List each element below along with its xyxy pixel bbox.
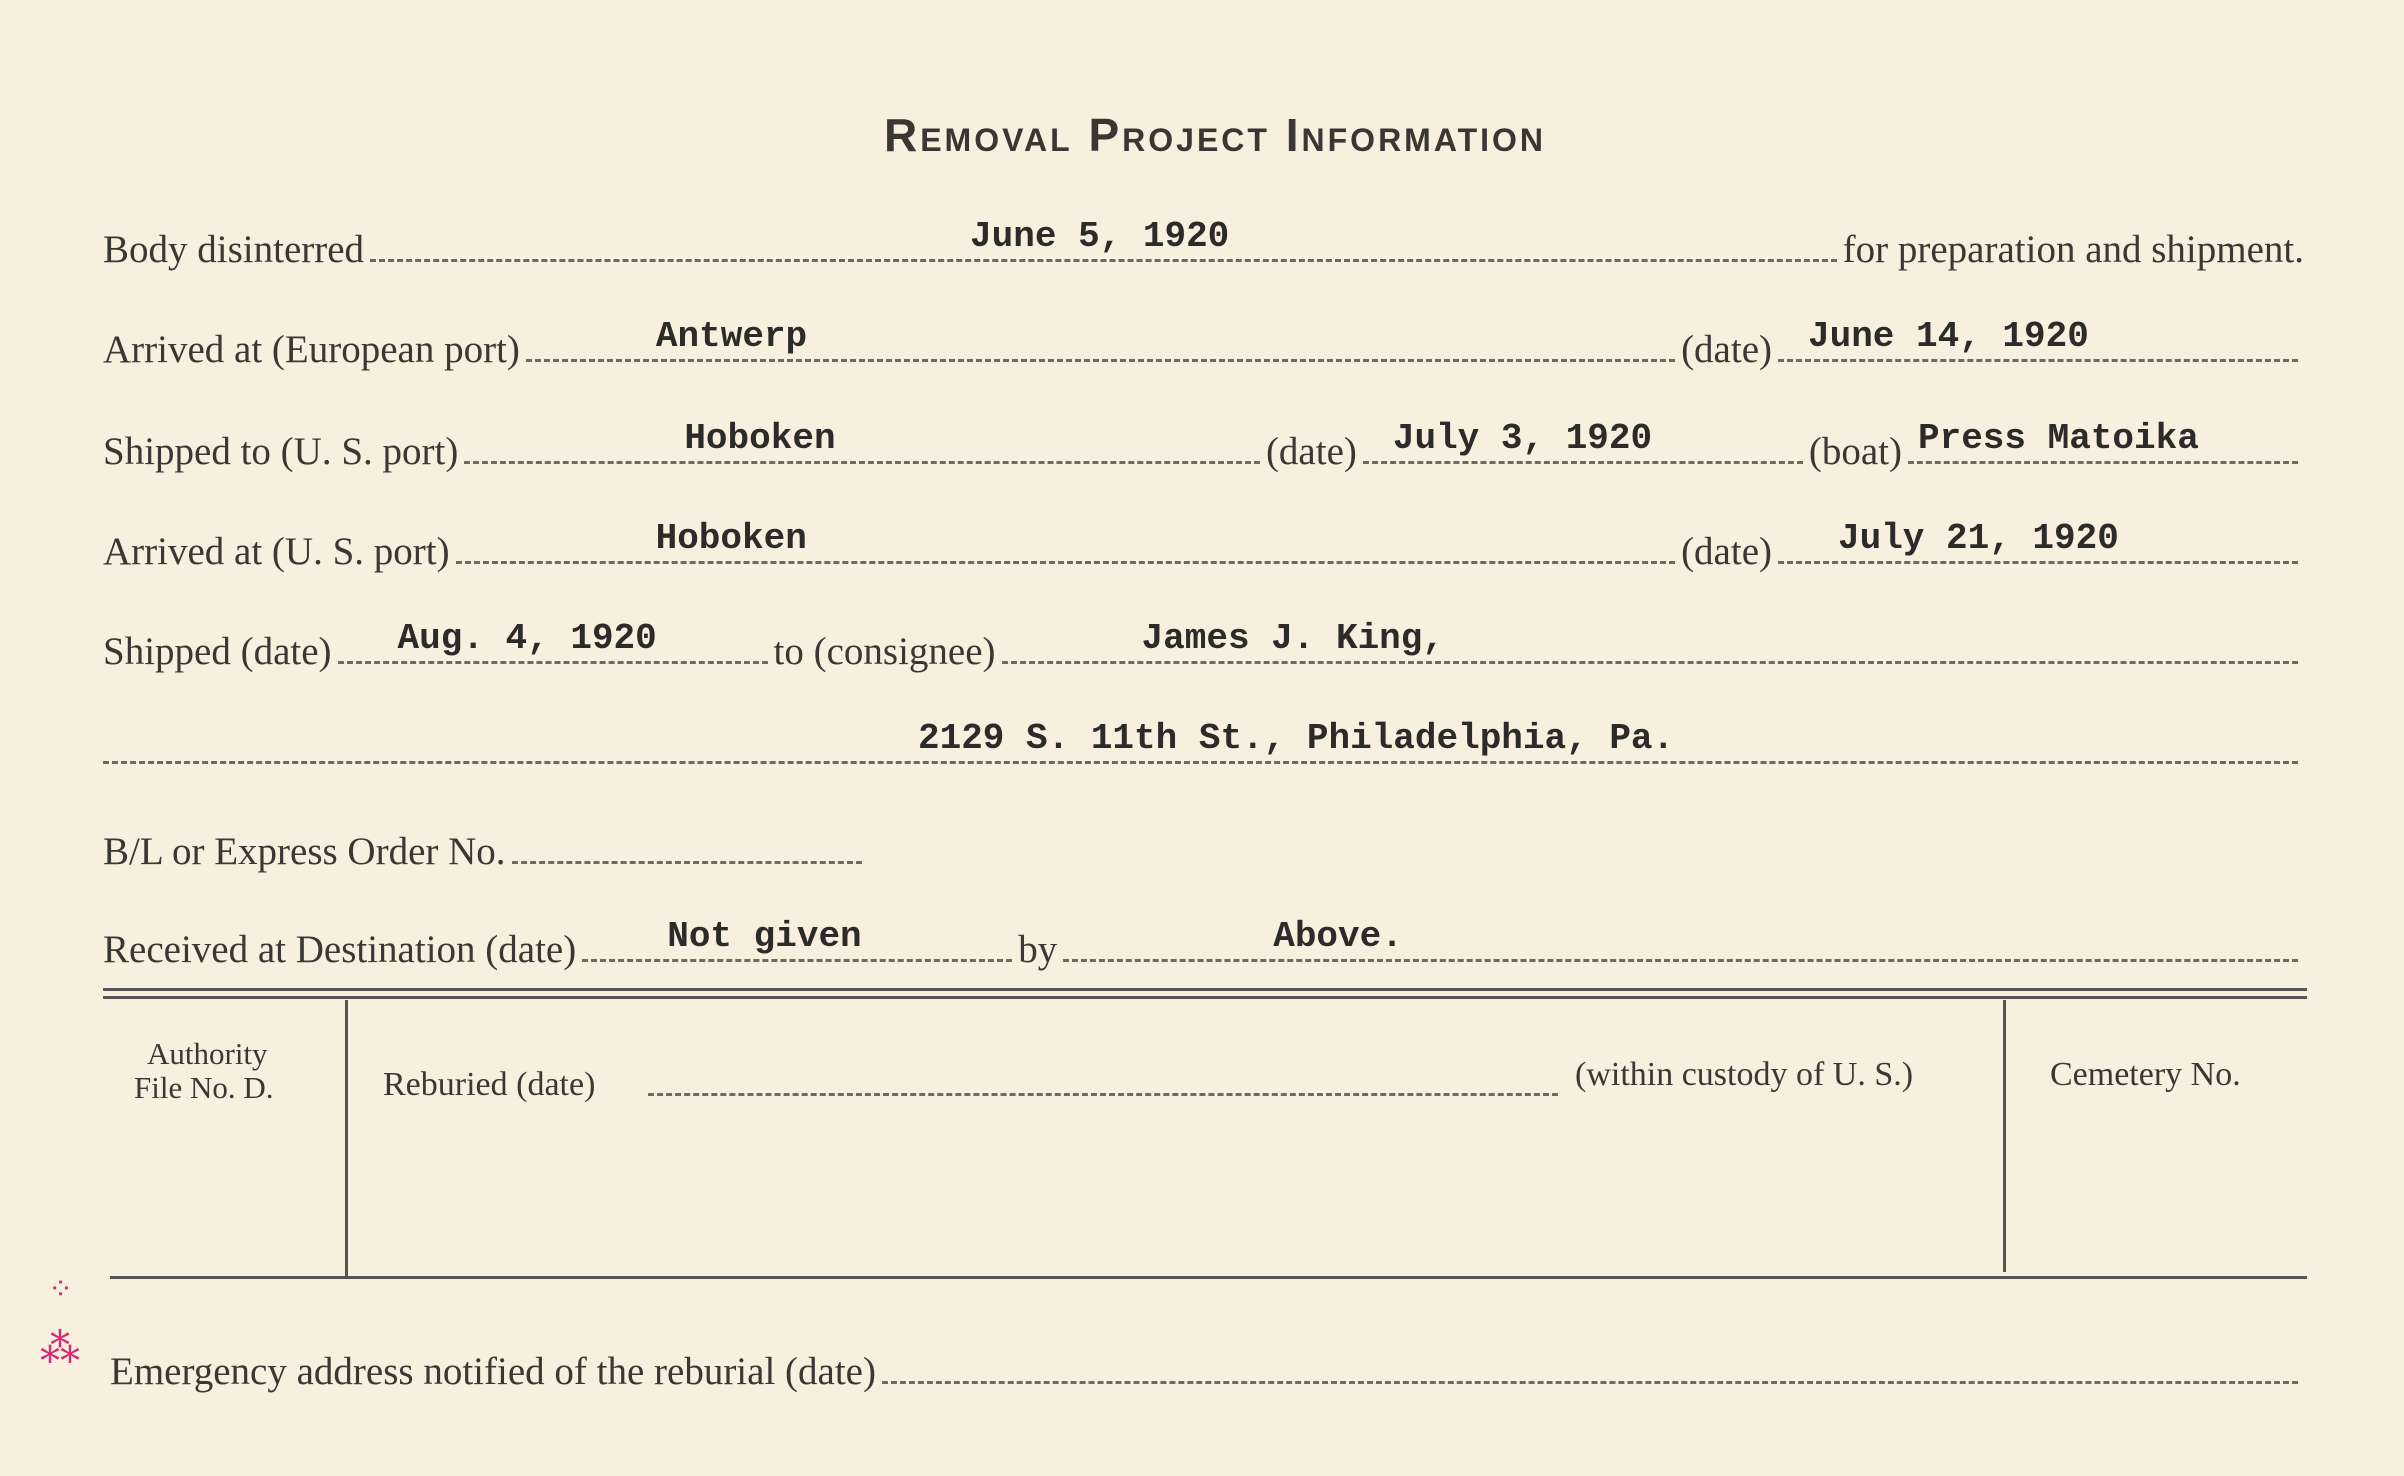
value-us-port-shipped: Hoboken — [684, 418, 836, 459]
label-reburied: Reburied (date) — [383, 1066, 596, 1103]
label-consignee: to (consignee) — [773, 630, 996, 673]
label-custody: (within custody of U. S.) — [1575, 1056, 1914, 1093]
field-us-port-arrived[interactable] — [456, 499, 1675, 564]
field-body-disinterred[interactable] — [370, 197, 1837, 262]
label-shipped-date: Shipped (date) — [103, 630, 332, 673]
field-reburied[interactable] — [648, 1093, 1558, 1096]
row-arrived-us — [103, 512, 2304, 574]
card-title — [0, 108, 2404, 162]
value-date-arrived-us: July 21, 1920 — [1838, 518, 2119, 559]
label-emergency: Emergency address notified of the reburial (date) — [110, 1350, 876, 1393]
value-consignee: James J. King, — [1141, 618, 1444, 659]
value-date-european: June 14, 1920 — [1808, 316, 2089, 357]
label-preparation-shipment: for preparation and shipment. — [1842, 228, 2304, 271]
row-consignee-address — [103, 712, 2304, 774]
label-by: by — [1018, 928, 1058, 971]
label-body-disinterred: Body disinterred — [103, 228, 365, 271]
card-title-text: Removal Project Information — [883, 109, 1547, 161]
divider-top-2 — [103, 996, 2307, 999]
label-received: Received at Destination (date) — [103, 928, 577, 971]
label-file-no: File No. D. — [134, 1070, 274, 1105]
row-shipped-us — [103, 412, 2304, 474]
label-cemetery: Cemetery No. — [2050, 1056, 2241, 1093]
value-shipped-date: Aug. 4, 1920 — [397, 618, 657, 659]
field-by[interactable] — [1063, 897, 2298, 962]
divider-authority — [345, 1000, 348, 1278]
value-body-disinterred: June 5, 1920 — [970, 216, 1230, 257]
field-shipped-date[interactable] — [338, 599, 768, 664]
field-consignee[interactable] — [1002, 599, 2298, 664]
ink-mark: ⁘ — [48, 1273, 74, 1306]
divider-top-1 — [103, 988, 2307, 991]
value-date-shipped: July 3, 1920 — [1392, 418, 1653, 459]
field-date-arrived-us[interactable] — [1778, 499, 2298, 564]
field-boat[interactable] — [1908, 399, 2298, 464]
label-date-shipped: (date) — [1265, 430, 1357, 473]
value-boat: Press Matoika — [1918, 418, 2199, 459]
row-bl-order — [103, 812, 2304, 874]
row-received — [103, 910, 2304, 972]
row-body-disinterred — [103, 210, 2304, 272]
row-emergency — [110, 1332, 2304, 1394]
label-bl-order: B/L or Express Order No. — [103, 830, 506, 873]
value-european-port: Antwerp — [655, 316, 808, 357]
label-arrived-us: Arrived at (U. S. port) — [103, 530, 450, 573]
field-consignee-address[interactable] — [103, 699, 2298, 764]
field-date-european[interactable] — [1778, 297, 2298, 362]
row-arrived-european — [103, 310, 2304, 372]
field-bl-order[interactable] — [512, 799, 862, 864]
label-shipped-us: Shipped to (U. S. port) — [103, 430, 459, 473]
label-date-european: (date) — [1681, 328, 1772, 371]
field-emergency-date[interactable] — [882, 1319, 2298, 1384]
row-shipped-consignee — [103, 612, 2304, 674]
value-consignee-address: 2129 S. 11th St., Philadelphia, Pa. — [918, 718, 1675, 759]
divider-bottom — [110, 1276, 2307, 1279]
field-received-date[interactable] — [582, 897, 1012, 962]
field-us-port-shipped[interactable] — [464, 399, 1260, 464]
divider-cemetery — [2003, 1000, 2006, 1272]
field-european-port[interactable] — [526, 297, 1675, 362]
label-boat: (boat) — [1808, 430, 1902, 473]
label-date-arrived-us: (date) — [1681, 530, 1772, 573]
value-by: Above. — [1273, 916, 1403, 957]
value-received-date: Not given — [667, 916, 862, 957]
value-us-port-arrived: Hoboken — [655, 518, 807, 559]
ink-mark-2: ⁂ — [40, 1326, 80, 1371]
label-authority: Authority — [147, 1036, 268, 1071]
label-arrived-european: Arrived at (European port) — [103, 328, 520, 371]
field-date-shipped[interactable] — [1363, 399, 1803, 464]
